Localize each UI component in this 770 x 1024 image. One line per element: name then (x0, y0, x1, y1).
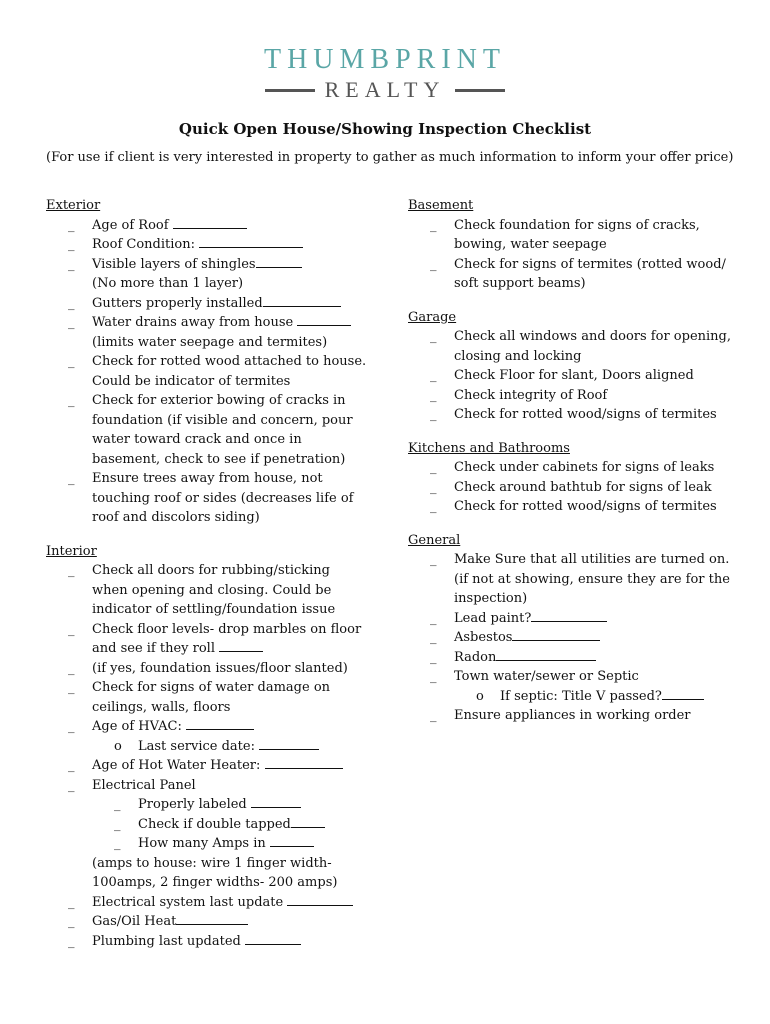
checklist-item-continued: (if not at showing, ensure they are for the (454, 571, 730, 587)
section-heading: Garage (408, 309, 457, 325)
company-logo (0, 44, 770, 102)
logo-wordmark-top: THUMBPRINT (263, 44, 506, 75)
checklist-item: _ Age of HVAC: (46, 717, 376, 737)
checklist-item: _ Electrical system last update (46, 893, 376, 913)
checklist-item: _ Radon (408, 648, 738, 668)
checklist-item-continued: and see if they roll (46, 639, 376, 659)
section-garage (408, 308, 738, 425)
checklist-item: _ Visible layers of shingles (46, 255, 376, 275)
document-title: Quick Open House/Showing Inspection Checklist (178, 120, 592, 138)
checklist-item: _ Ensure trees away from house, not (68, 471, 323, 486)
logo-rule-right (455, 89, 505, 92)
checklist-item-continued: bowing, water seepage (454, 237, 607, 252)
checklist-item-continued: foundation (if visible and concern, pour (92, 412, 353, 428)
checklist-item: _ Make Sure that all utilities are turned on. (430, 552, 730, 567)
checklist-item: _ Check Floor for slant, Doors aligned (430, 368, 694, 383)
section-heading: Exterior (46, 198, 101, 213)
checklist-item: _ Lead paint? (408, 609, 738, 629)
checklist-item-continued: roof and discolors siding) (92, 510, 260, 525)
checklist-item-continued: basement, check to see if penetration) (92, 451, 346, 467)
checklist-item: _ Ensure appliances in working order (430, 708, 691, 723)
checklist-item-continued: 100amps, 2 finger widths- 200 amps) (92, 875, 338, 890)
checklist-subitem: _ How many Amps in (46, 834, 376, 854)
section-basement (408, 196, 738, 294)
section-exterior (46, 196, 376, 528)
checklist-item-continued: water toward crack and once in (92, 432, 302, 447)
checklist-item: _ Check for rotted wood attached to house. (68, 354, 367, 369)
checklist-item: _ Check floor levels- drop marbles on floor (68, 621, 362, 637)
checklist-item: _ Age of Hot Water Heater: (46, 756, 376, 776)
checklist-item-continued: indicator of settling/foundation issue (92, 602, 336, 617)
right-column (408, 196, 738, 740)
checklist-item: _ Plumbing last updated (46, 932, 376, 952)
checklist-item: _ Roof Condition: (46, 235, 376, 255)
checklist-item-continued: (amps to house: wire 1 finger width- (92, 855, 332, 871)
checklist-item: _ Check for rotted wood/signs of termites (430, 499, 717, 514)
checklist-item: _ Water drains away from house (46, 313, 376, 333)
section-general (408, 531, 738, 726)
checklist-item: _ Check foundation for signs of cracks, (430, 217, 700, 233)
checklist-item: _ (if yes, foundation issues/floor slanted) (68, 660, 348, 676)
section-heading: Basement (408, 198, 474, 213)
checklist-subitem: _ Properly labeled (46, 795, 376, 815)
checklist-item: _ Town water/sewer or Septic (430, 669, 639, 684)
checklist-item-continued: soft support beams) (454, 276, 586, 291)
left-column (46, 196, 376, 965)
checklist-item: _ Check all windows and doors for opening, (430, 329, 731, 344)
checklist-item: _ Check all doors for rubbing/sticking (68, 563, 331, 578)
checklist-item: _ Age of Roof (46, 216, 376, 236)
section-interior (46, 542, 376, 952)
section-heading: General (408, 532, 461, 548)
checklist-item-continued: touching roof or sides (decreases life of (92, 490, 354, 506)
logo-wordmark-bottom-row (0, 78, 770, 102)
checklist-item-continued: ceilings, walls, floors (92, 699, 231, 715)
checklist-item-continued: Could be indicator of termites (92, 373, 291, 389)
section-heading: Interior (46, 543, 97, 559)
checklist-item-continued: closing and locking (454, 348, 582, 364)
checklist-subitem: o Last service date: (46, 737, 376, 757)
checklist-item: _ Asbestos (408, 628, 738, 648)
checklist-item-continued: when opening and closing. Could be (92, 582, 332, 598)
checklist-item: _ Check under cabinets for signs of leaks (430, 460, 715, 475)
checklist-item: _ Electrical Panel (68, 777, 196, 793)
section-heading: Kitchens and Bathrooms (408, 440, 570, 456)
checklist-item-continued: (No more than 1 layer) (92, 276, 244, 291)
logo-rule-left (265, 89, 315, 92)
checklist-item: _ Check integrity of Roof (430, 387, 608, 403)
checklist-item: _ Check for rotted wood/signs of termites (430, 407, 717, 422)
logo-wordmark-bottom: REALTY (324, 77, 446, 102)
checklist-item: _ Check for signs of water damage on (68, 680, 331, 695)
document-subtitle: (For use if client is very interested in property to gather as much information to inform your offer price) (46, 150, 734, 165)
checklist-item: _ Gas/Oil Heat (46, 912, 376, 932)
section-kitchens-bathrooms (408, 439, 738, 517)
checklist-subitem: o If septic: Title V passed? (408, 687, 738, 707)
checklist-item-continued: (limits water seepage and termites) (92, 334, 328, 350)
checklist-item: _ Gutters properly installed (46, 294, 376, 314)
checklist-item-continued: inspection) (454, 591, 528, 606)
checklist-item: _ Check for signs of termites (rotted wood/ (430, 256, 726, 272)
checklist-item: _ Check around bathtub for signs of leak (430, 479, 712, 495)
checklist-item: _ Check for exterior bowing of cracks in (68, 393, 346, 408)
checklist-subitem: _ Check if double tapped (46, 815, 376, 835)
